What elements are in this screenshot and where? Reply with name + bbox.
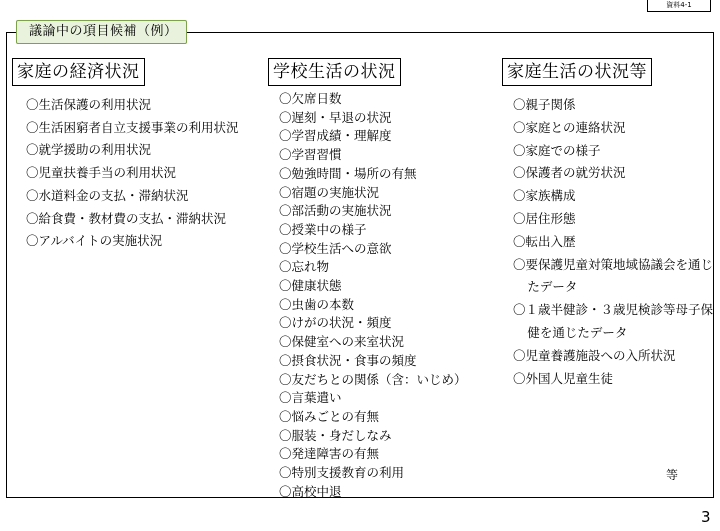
- list-item: 〇家庭との連絡状況: [513, 119, 626, 135]
- list-item: 〇欠席日数: [279, 91, 342, 106]
- list-item: 〇要保護児童対策地域協議会を通じたデータ: [513, 256, 714, 295]
- item-list-economic: [12, 94, 248, 253]
- list-item: 〇宿題の実施状況: [279, 184, 380, 200]
- list-item: 〇悩みごとの有無: [279, 408, 380, 424]
- list-item: 〇発達障害の有無: [279, 446, 380, 462]
- etc-note: 等: [666, 468, 679, 482]
- item-list-school: [268, 90, 509, 501]
- list-item: 〇忘れ物: [279, 259, 330, 275]
- list-item: 〇保護者の就労状況: [513, 165, 626, 181]
- list-item: 〇家庭での様子: [513, 142, 601, 158]
- column-home: [502, 58, 720, 390]
- list-item: 〇虫歯の本数: [279, 296, 355, 312]
- list-item: 〇学習習慣: [279, 147, 342, 163]
- list-item: 〇就学援助の利用状況: [26, 142, 152, 158]
- list-item: 〇生活保護の利用状況: [26, 97, 152, 112]
- column-title-home: 家庭生活の状況等: [502, 58, 652, 86]
- list-item: 〇児童養護施設への入所状況: [513, 347, 676, 363]
- list-item: 〇言葉遣い: [279, 390, 342, 406]
- list-item: 〇水道料金の支払・滞納状況: [26, 187, 189, 203]
- list-item: 〇保健室への来室状況: [279, 334, 405, 350]
- list-item: 〇１歳半健診・３歳児検診等母子保健を通じたデータ: [513, 302, 714, 340]
- column-title-economic: 家庭の経済状況: [12, 58, 145, 86]
- list-item: 〇授業中の様子: [279, 221, 367, 237]
- list-item: 〇家族構成: [513, 188, 576, 204]
- list-item: 〇摂食状況・食事の頻度: [279, 352, 417, 368]
- list-item: 〇特別支援教育の利用: [279, 465, 405, 481]
- list-item: 〇学校生活への意欲: [279, 240, 392, 256]
- list-item: 〇遅刻・早退の状況: [279, 109, 392, 125]
- list-item: 〇友だちとの関係（含：いじめ）: [279, 371, 467, 387]
- list-item: 〇けがの状況・頻度: [279, 315, 392, 331]
- item-list-home: [502, 94, 720, 390]
- column-economic: [12, 58, 248, 253]
- list-item: 〇外国人児童生徒: [513, 370, 614, 386]
- list-item: 〇児童扶養手当の利用状況: [26, 165, 177, 181]
- list-item: 〇居住形態: [513, 210, 576, 226]
- list-item: 〇転出入歴: [513, 233, 576, 249]
- list-item: 〇学習成績・理解度: [279, 128, 392, 144]
- section-header: 議論中の項目候補（例）: [16, 20, 187, 44]
- column-school: [268, 58, 509, 501]
- page-number: 3: [701, 508, 711, 526]
- list-item: 〇部活動の実施状況: [279, 203, 392, 219]
- list-item: 〇親子関係: [513, 97, 576, 112]
- document-label: 資料4-1: [647, 0, 711, 12]
- list-item: 〇服装・身だしなみ: [279, 427, 392, 443]
- list-item: 〇生活困窮者自立支援事業の利用状況: [26, 119, 239, 135]
- list-item: 〇勉強時間・場所の有無: [279, 165, 417, 181]
- list-item: 〇アルバイトの実施状況: [26, 233, 163, 249]
- column-title-school: 学校生活の状況: [268, 58, 401, 86]
- list-item: 〇高校中退: [279, 483, 342, 499]
- list-item: 〇給食費・教材費の支払・滞納状況: [26, 210, 227, 226]
- list-item: 〇健康状態: [279, 278, 342, 294]
